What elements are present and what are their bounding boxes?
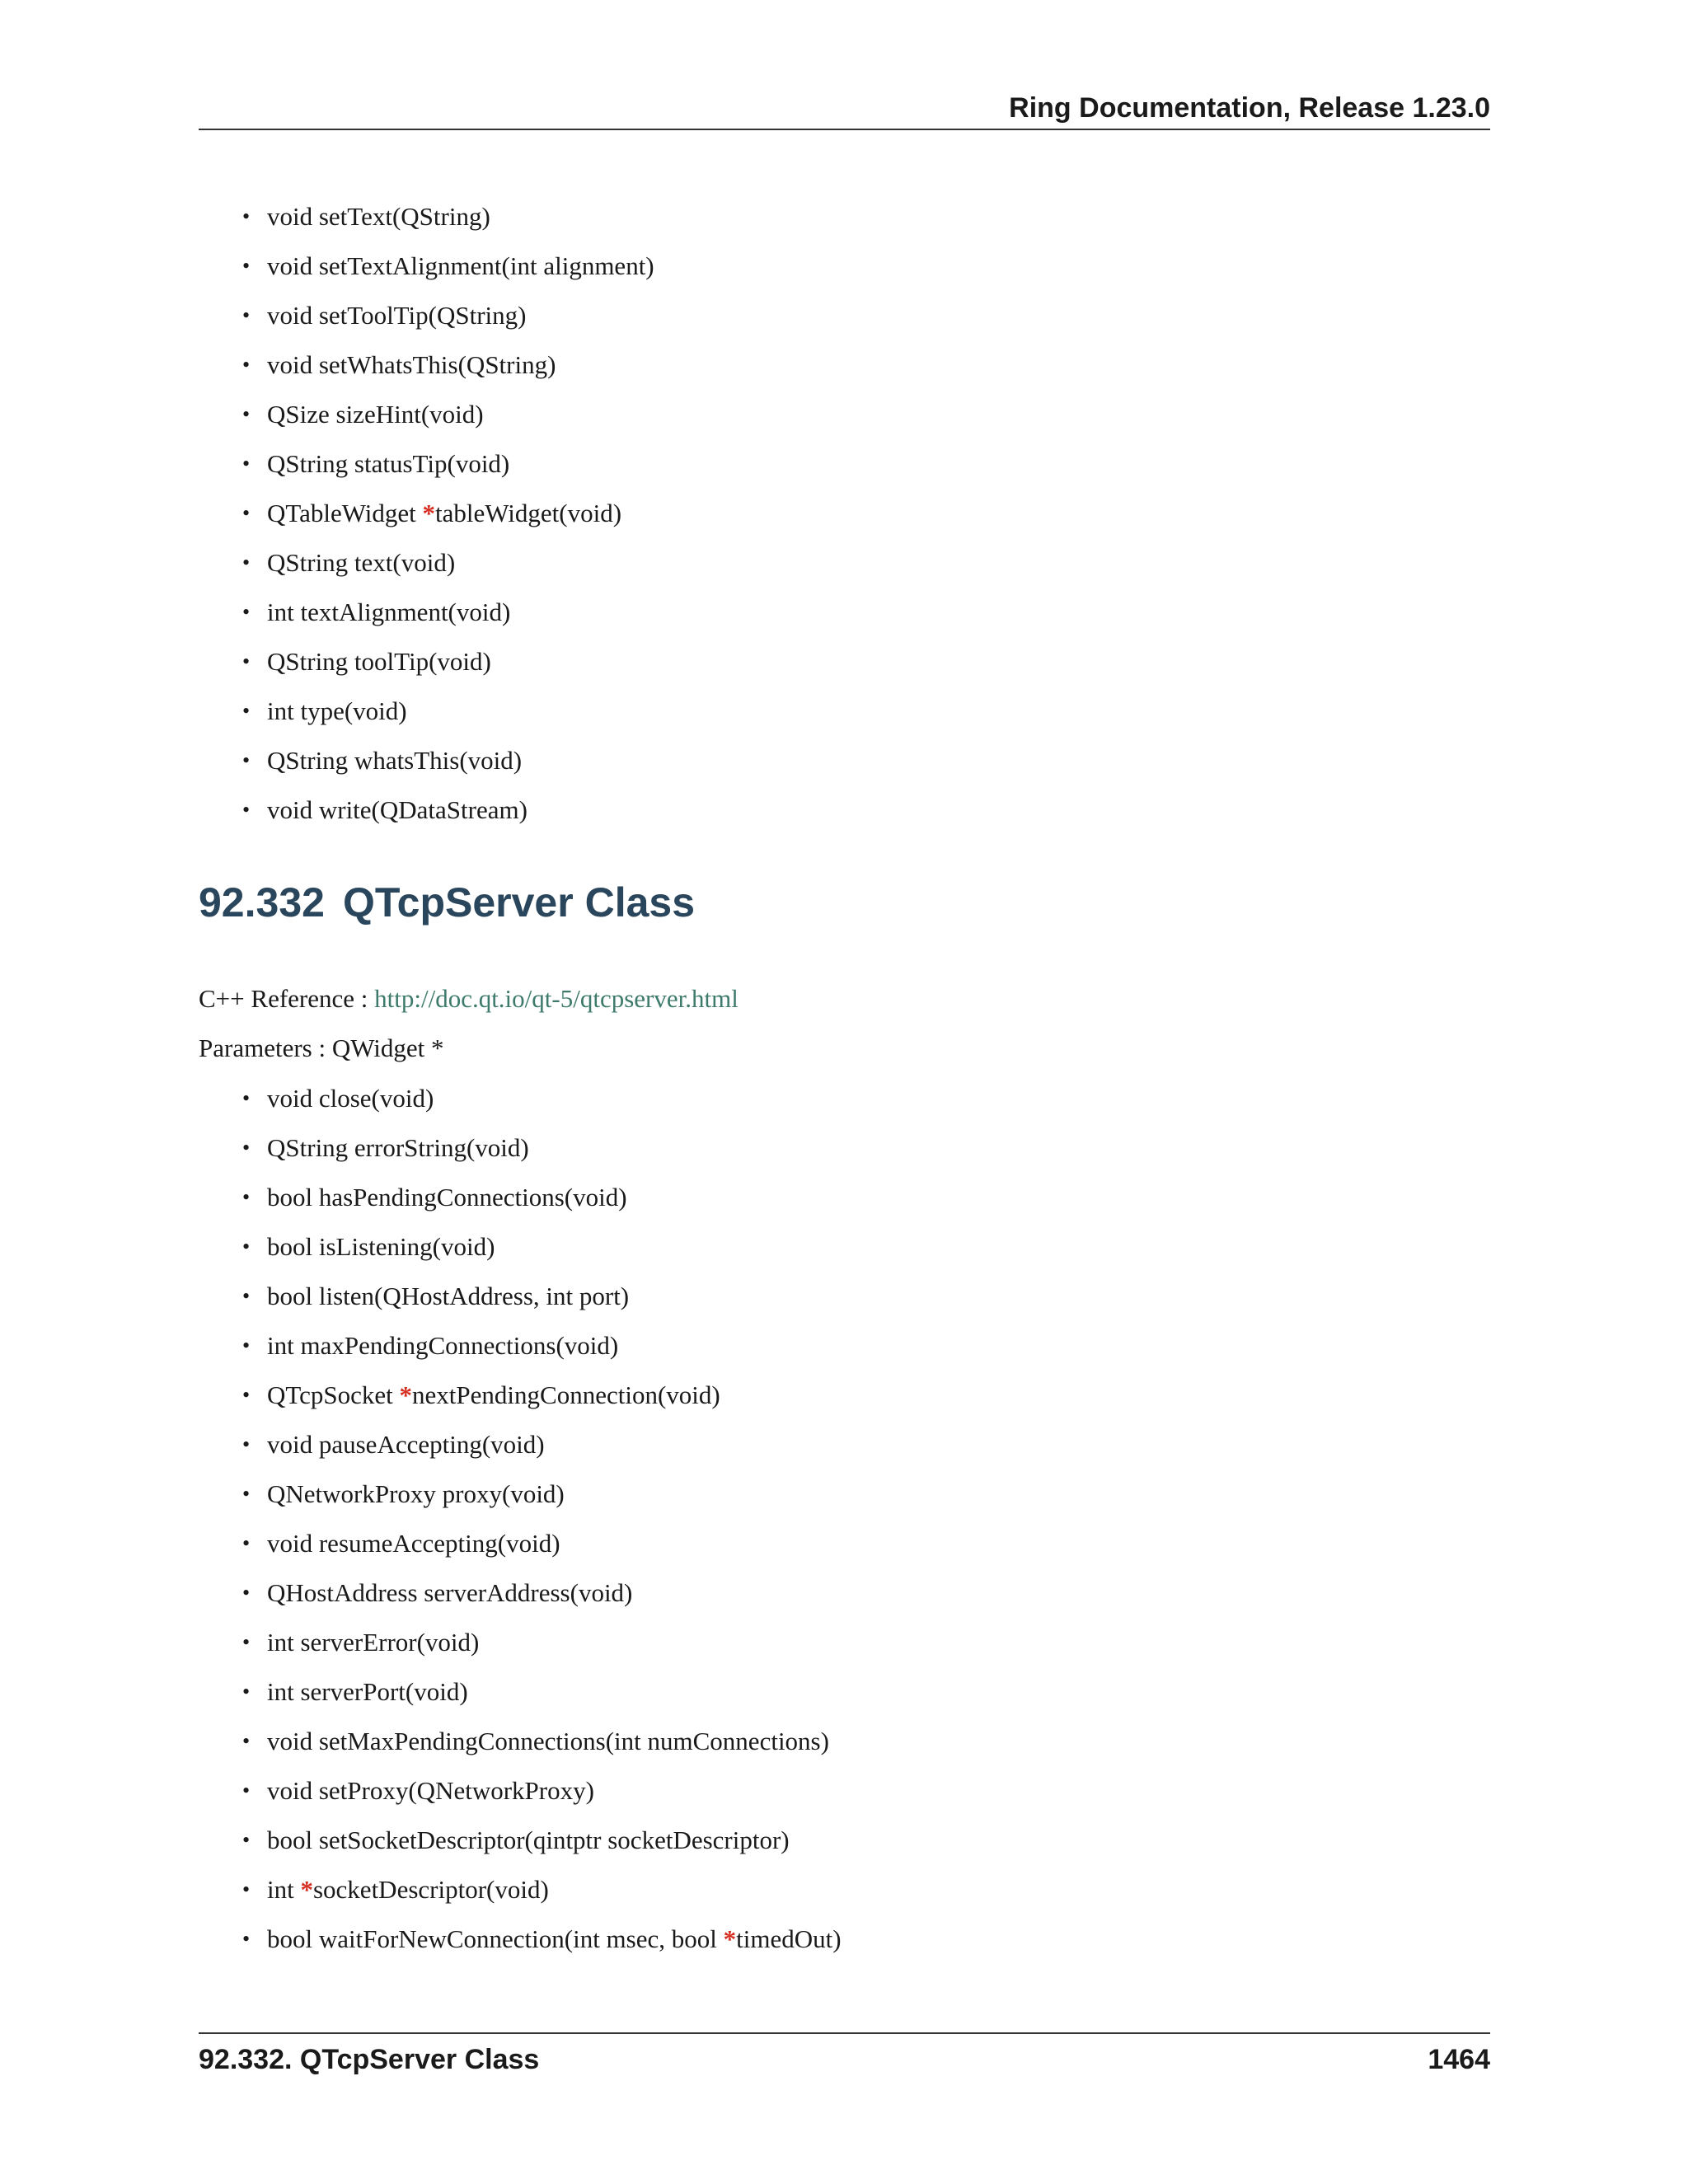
document-title: Ring Documentation, Release 1.23.0	[1009, 92, 1490, 124]
list-item	[242, 637, 654, 687]
bullet-icon: •	[242, 1531, 251, 1555]
list-item	[242, 1717, 842, 1766]
list-item	[242, 1816, 842, 1865]
bullet-icon: •	[242, 1136, 251, 1160]
bullet-icon: •	[242, 1284, 251, 1308]
bullet-icon: •	[242, 699, 251, 723]
list-item	[242, 390, 654, 439]
list-item	[242, 1420, 842, 1469]
method-signature-text: void setTextAlignment(int alignment)	[267, 251, 654, 280]
section-number: 92.332	[199, 879, 325, 926]
list-item	[242, 439, 654, 489]
method-signature-text: int textAlignment(void)	[267, 598, 511, 626]
list-item	[242, 1272, 842, 1321]
bullet-icon: •	[242, 1185, 251, 1209]
method-signature-text: bool hasPendingConnections(void)	[267, 1183, 627, 1212]
list-item	[242, 192, 654, 241]
method-signature-text: int serverError(void)	[267, 1628, 480, 1657]
method-signature-text: QHostAddress serverAddress(void)	[267, 1578, 633, 1607]
bullet-icon: •	[242, 402, 251, 426]
method-signature-text: QTcpSocket	[267, 1380, 400, 1409]
pointer-star: *	[300, 1875, 313, 1904]
bullet-icon: •	[242, 600, 251, 624]
method-signature-text: void setText(QString)	[267, 202, 490, 231]
list-item	[242, 1667, 842, 1717]
reference-label: C++ Reference :	[199, 984, 375, 1013]
pointer-star: *	[723, 1924, 737, 1953]
bullet-icon: •	[242, 353, 251, 377]
method-signature-text: QString errorString(void)	[267, 1133, 529, 1162]
list-item	[242, 687, 654, 736]
method-signature-text: bool waitForNewConnection(int msec, bool	[267, 1924, 724, 1953]
bullet-icon: •	[242, 1828, 251, 1852]
bullet-icon: •	[242, 1086, 251, 1110]
page-footer	[199, 2032, 1490, 2083]
list-item	[242, 489, 654, 538]
method-signature-text: QSize sizeHint(void)	[267, 400, 484, 429]
bullet-icon: •	[242, 798, 251, 822]
bullet-icon: •	[242, 1779, 251, 1802]
bullet-icon: •	[242, 1729, 251, 1753]
list-item	[242, 241, 654, 291]
list-item	[242, 1123, 842, 1173]
list-item	[242, 1222, 842, 1272]
method-signature-text: bool setSocketDescriptor(qintptr socketDescriptor)	[267, 1825, 790, 1854]
method-signature-text: QNetworkProxy proxy(void)	[267, 1479, 565, 1508]
bullet-icon: •	[242, 649, 251, 673]
method-signature-text: void setMaxPendingConnections(int numConnections)	[267, 1727, 829, 1755]
bullet-icon: •	[242, 1877, 251, 1901]
footer-section-label: 92.332. QTcpServer Class	[199, 2044, 540, 2075]
bullet-icon: •	[242, 1927, 251, 1951]
bullet-icon: •	[242, 1383, 251, 1407]
method-signature-text: int serverPort(void)	[267, 1677, 468, 1706]
method-signature-text: int type(void)	[267, 696, 407, 725]
list-item	[242, 1568, 842, 1618]
bullet-icon: •	[242, 551, 251, 574]
section-title-text: QTcpServer Class	[342, 879, 696, 926]
list-item	[242, 785, 654, 835]
method-signature-text: socketDescriptor(void)	[312, 1875, 549, 1904]
list-item	[242, 1321, 842, 1371]
pointer-star: *	[399, 1380, 413, 1409]
bullet-icon: •	[242, 1630, 251, 1654]
method-signature-text: void pauseAccepting(void)	[267, 1430, 545, 1459]
list-item	[242, 1173, 842, 1222]
bullet-icon: •	[242, 1581, 251, 1605]
list-item	[242, 340, 654, 390]
method-signature-text: QString toolTip(void)	[267, 647, 491, 676]
method-signature-text: QTableWidget	[267, 499, 423, 527]
bullet-icon: •	[242, 748, 251, 772]
method-signature-text: timedOut)	[736, 1924, 842, 1953]
method-signature-text: void write(QDataStream)	[267, 795, 528, 824]
bullet-icon: •	[242, 254, 251, 278]
bullet-icon: •	[242, 303, 251, 327]
bullet-icon: •	[242, 1235, 251, 1258]
footer-page-number: 1464	[1428, 2044, 1490, 2075]
parameters-label: Parameters :	[199, 1033, 332, 1062]
list-item	[242, 588, 654, 637]
method-signature-text: tableWidget(void)	[435, 499, 622, 527]
method-signature-text: nextPendingConnection(void)	[412, 1380, 720, 1409]
page-header	[199, 89, 1490, 130]
list-item	[242, 1074, 842, 1123]
method-signature-text: void close(void)	[267, 1084, 434, 1113]
method-signature-text: QString statusTip(void)	[267, 449, 510, 478]
method-signature-text: int	[267, 1875, 301, 1904]
method-signature-text: void setToolTip(QString)	[267, 301, 527, 330]
list-item	[242, 538, 654, 588]
method-signature-text: int maxPendingConnections(void)	[267, 1331, 619, 1360]
method-signature-text: void resumeAccepting(void)	[267, 1529, 560, 1558]
method-signature-text: bool listen(QHostAddress, int port)	[267, 1282, 630, 1310]
bullet-icon: •	[242, 1333, 251, 1357]
parameters-line	[199, 1035, 443, 1061]
method-signature-text: QString text(void)	[267, 548, 456, 577]
list-item	[242, 1371, 842, 1420]
list-item	[242, 1766, 842, 1816]
bullet-icon: •	[242, 204, 251, 228]
list-item	[242, 291, 654, 340]
pointer-star: *	[422, 499, 436, 527]
bullet-icon: •	[242, 1680, 251, 1704]
cpp-reference-line	[199, 986, 738, 1011]
list-item	[242, 1519, 842, 1568]
bullet-icon: •	[242, 501, 251, 525]
list-item	[242, 736, 654, 785]
method-signature-text: void setProxy(QNetworkProxy)	[267, 1776, 594, 1805]
method-signature-text: QString whatsThis(void)	[267, 746, 523, 775]
section-heading	[199, 879, 696, 926]
method-list-qtablewidgetitem	[242, 192, 654, 835]
bullet-icon: •	[242, 452, 251, 476]
list-item	[242, 1915, 842, 1964]
method-list-qtcpserver	[242, 1074, 842, 1964]
reference-link[interactable]: http://doc.qt.io/qt-5/qtcpserver.html	[374, 984, 738, 1013]
list-item	[242, 1865, 842, 1915]
bullet-icon: •	[242, 1432, 251, 1456]
parameters-value: QWidget *	[331, 1033, 444, 1062]
list-item	[242, 1618, 842, 1667]
list-item	[242, 1469, 842, 1519]
bullet-icon: •	[242, 1482, 251, 1506]
method-signature-text: void setWhatsThis(QString)	[267, 350, 556, 379]
method-signature-text: bool isListening(void)	[267, 1232, 495, 1261]
